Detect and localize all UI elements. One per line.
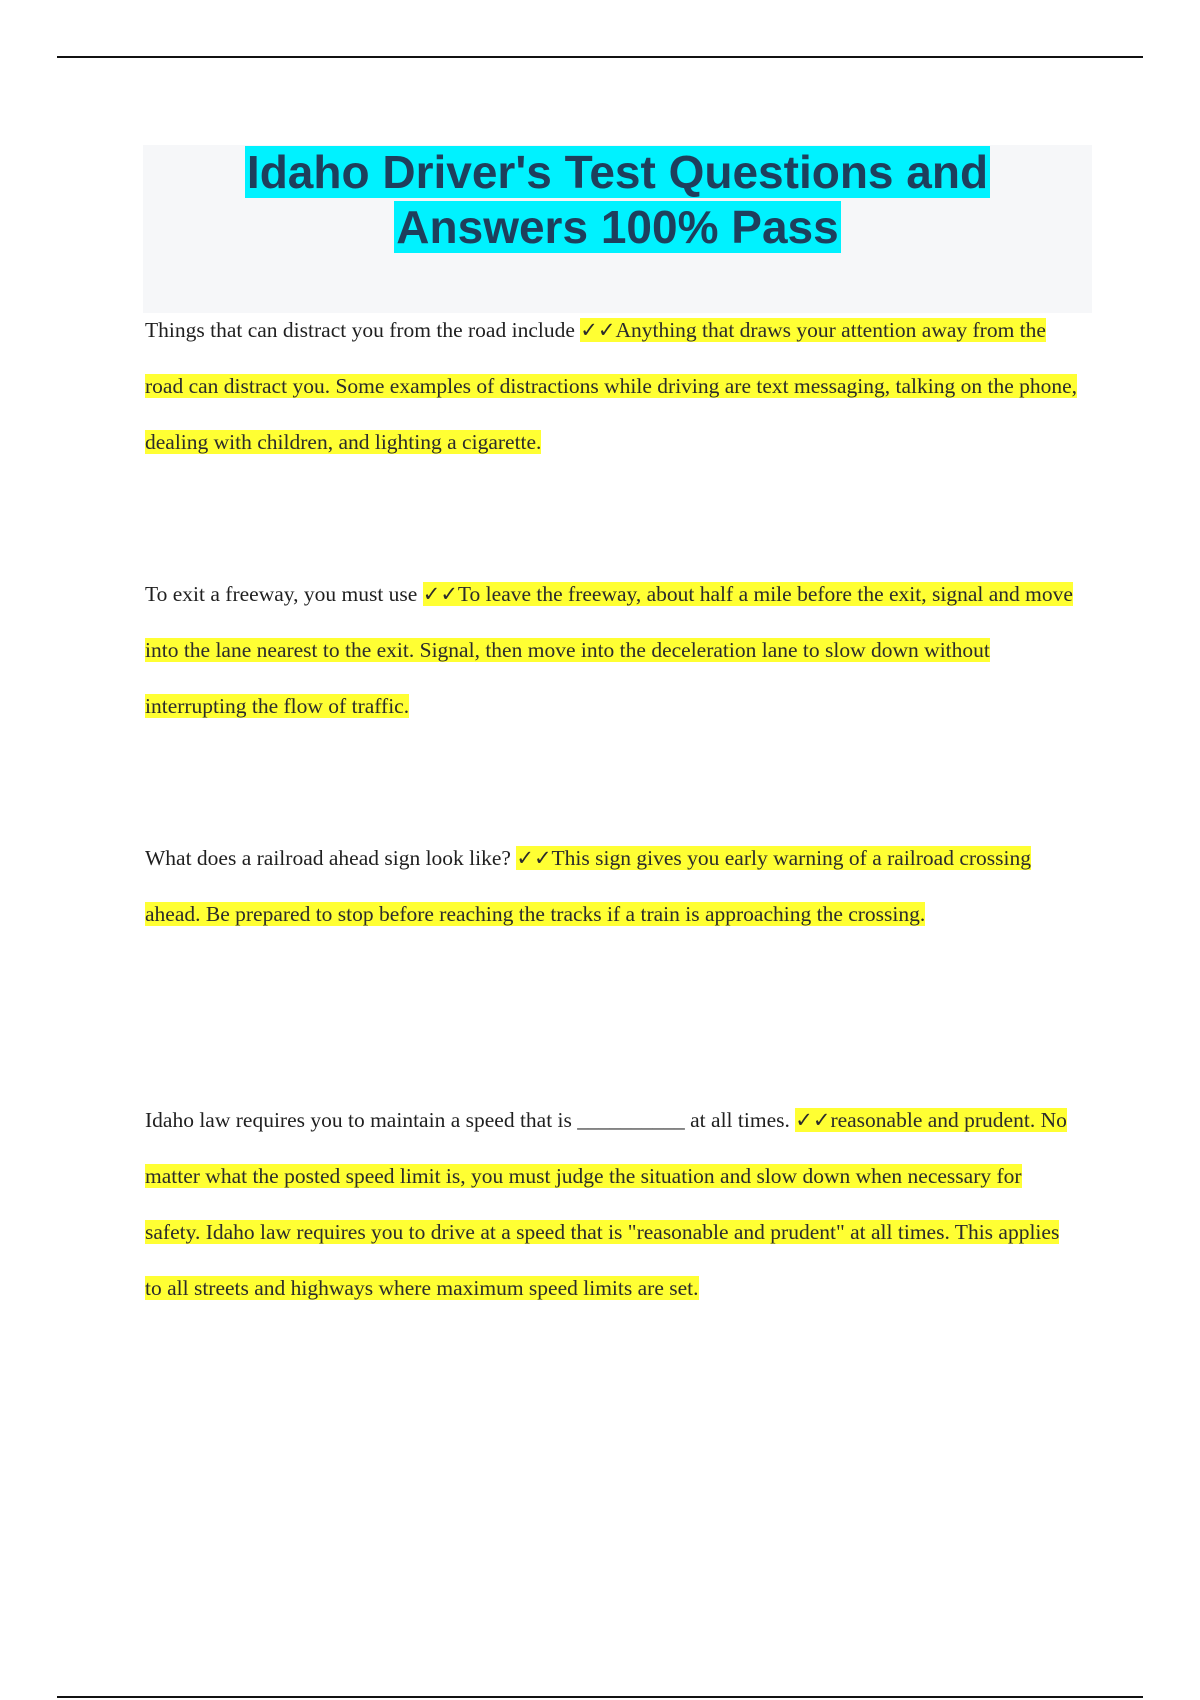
answer-text: Anything that draws your attention away from the road can distract you. Some examples of distractions while driving are text messaging, talking on the phone, dealing with children, and lighting a cigarette. (145, 318, 1078, 454)
check-mark-icon: ✓✓ (580, 318, 616, 342)
qa-item (145, 1092, 1080, 1316)
check-mark-icon: ✓✓ (422, 582, 458, 606)
answer-text: To leave the freeway, about half a mile before the exit, signal and move into the lane nearest to the exit. Signal, then move into the deceleration lane to slow down without interrupting the flow of traffic. (145, 582, 1073, 718)
title-line-1: Idaho Driver's Test Questions and (246, 146, 989, 198)
check-mark-icon: ✓✓ (795, 1108, 831, 1132)
answer-text: This sign gives you early warning of a railroad crossing ahead. Be prepared to stop before reaching the tracks if a train is approaching the crossing. (145, 846, 1032, 926)
qa-item (145, 302, 1080, 470)
question-text: What does a railroad ahead sign look like? (145, 846, 517, 870)
answer-highlight (145, 1108, 1067, 1300)
qa-item (145, 830, 1080, 942)
page-title (143, 145, 1092, 255)
top-divider (57, 56, 1143, 58)
question-text: Idaho law requires you to maintain a speed that is __________ at all times. (145, 1108, 796, 1132)
check-mark-icon: ✓✓ (516, 846, 552, 870)
qa-item (145, 566, 1080, 734)
answer-text: reasonable and prudent. No matter what the posted speed limit is, you must judge the situation and slow down when necessary for safety. Idaho law requires you to drive at a speed that is "reasonable and prudent" at all times. This applies to all streets and highways where maximum speed limits are set. (145, 1108, 1067, 1300)
question-text: To exit a freeway, you must use (145, 582, 423, 606)
question-text: Things that can distract you from the road include (145, 318, 581, 342)
title-line-2: Answers 100% Pass (396, 201, 839, 253)
title-banner (143, 145, 1092, 313)
bottom-divider (57, 1696, 1143, 1698)
